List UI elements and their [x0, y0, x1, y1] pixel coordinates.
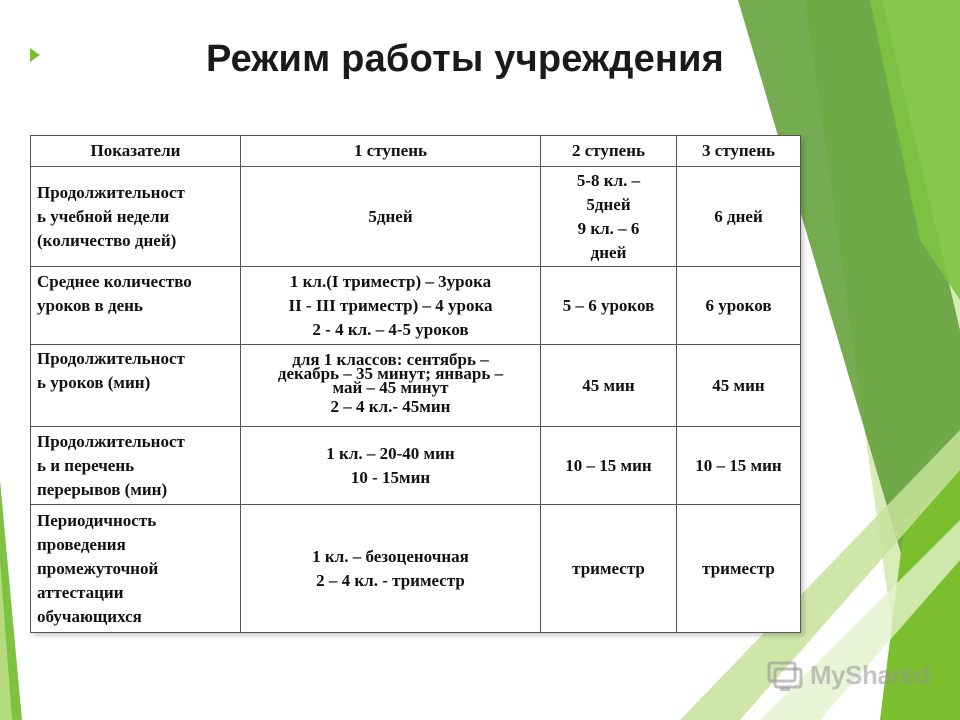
table-row — [31, 505, 801, 633]
row-label-line: ь уроков (мин) — [37, 373, 151, 392]
cell-level-1 — [241, 505, 541, 633]
row-label-line: Продолжительност — [37, 431, 185, 451]
table-row — [31, 267, 801, 345]
cell-line: для 1 классов: сентябрь – — [292, 349, 489, 369]
row-label-line: перерывов (мин) — [37, 479, 168, 499]
cell-line: II - III триместр) – 4 урока — [288, 295, 493, 315]
cell-level-1 — [241, 345, 541, 427]
header-level-3: 3 ступень — [677, 136, 801, 167]
cell-level-3 — [677, 267, 801, 345]
row-label-line: Среднее количество — [37, 271, 192, 291]
cell-line: 1 кл.(I триместр) – 3урока — [289, 271, 492, 291]
cell-line: 45 мин — [712, 375, 765, 395]
row-label-line: ь и перечень — [37, 455, 135, 475]
row-label-lesson-length — [31, 345, 241, 427]
cell-level-3 — [677, 427, 801, 505]
cell-level-3 — [677, 505, 801, 633]
cell-line: декабрь – 35 минут; январь – — [277, 363, 504, 383]
cell-line: 10 - 15мин — [350, 467, 431, 487]
row-label-line: аттестации — [37, 582, 124, 602]
cell-line: дней — [590, 242, 627, 262]
watermark-text: MyShared — [810, 659, 931, 690]
cell-level-1 — [241, 267, 541, 345]
cell-line: 45 мин — [582, 375, 635, 395]
cell-line: 5дней — [368, 206, 413, 226]
row-label-breaks — [31, 427, 241, 505]
cell-line: 6 уроков — [705, 295, 772, 315]
row-label-line: ь учебной недели — [37, 206, 170, 226]
row-label-line: промежуточной — [37, 558, 159, 578]
cell-line: май – 45 минут — [332, 377, 449, 397]
table-header-row — [31, 136, 801, 167]
cell-level-3 — [677, 167, 801, 267]
row-label-line: (количество дней) — [37, 230, 177, 250]
cell-line: 5-8 кл. – — [576, 170, 641, 190]
cell-line: 10 – 15 мин — [695, 455, 782, 475]
watermark — [766, 654, 936, 696]
slide-title: Режим работы учреждения — [205, 38, 725, 80]
cell-level-2 — [541, 167, 677, 267]
row-label-line: Продолжительност — [37, 349, 185, 368]
cell-level-2 — [541, 505, 677, 633]
cell-level-2 — [541, 345, 677, 427]
cell-level-2 — [541, 267, 677, 345]
cell-level-1 — [241, 427, 541, 505]
row-label-attestation — [31, 505, 241, 633]
cell-line: 10 – 15 мин — [565, 455, 652, 475]
myshared-logo-icon — [766, 657, 804, 693]
cell-level-2 — [541, 427, 677, 505]
row-label-line: Продолжительност — [37, 182, 185, 202]
cell-line: 2 - 4 кл. – 4-5 уроков — [312, 319, 469, 339]
schedule-table — [30, 135, 801, 633]
table-row — [31, 167, 801, 267]
header-level-2: 2 ступень — [541, 136, 677, 167]
cell-line: 2 – 4 кл.- 45мин — [330, 396, 451, 416]
header-level-1: 1 ступень — [241, 136, 541, 167]
row-label-line: уроков в день — [37, 295, 143, 315]
row-label-line: обучающихся — [37, 606, 142, 626]
cell-line: 5 – 6 уроков — [562, 295, 655, 315]
table-row — [31, 427, 801, 505]
cell-line: триместр — [572, 558, 645, 578]
cell-level-3 — [677, 345, 801, 427]
cell-line: 1 кл. – 20-40 мин — [326, 443, 455, 463]
cell-line: триместр — [702, 558, 775, 578]
header-indicators: Показатели — [31, 136, 241, 167]
cell-line: 5дней — [586, 194, 631, 214]
cell-line: 6 дней — [714, 206, 763, 226]
cell-line: 1 кл. – безоценочная — [312, 546, 469, 566]
cell-line: 9 кл. – 6 — [577, 218, 640, 238]
row-label-line: проведения — [37, 534, 126, 554]
row-label-lessons-per-day — [31, 267, 241, 345]
cell-level-1 — [241, 167, 541, 267]
cell-line: 2 – 4 кл. - триместр — [316, 570, 465, 590]
row-label-week-length — [31, 167, 241, 267]
table-row — [31, 345, 801, 427]
row-label-line: Периодичность — [37, 510, 157, 530]
